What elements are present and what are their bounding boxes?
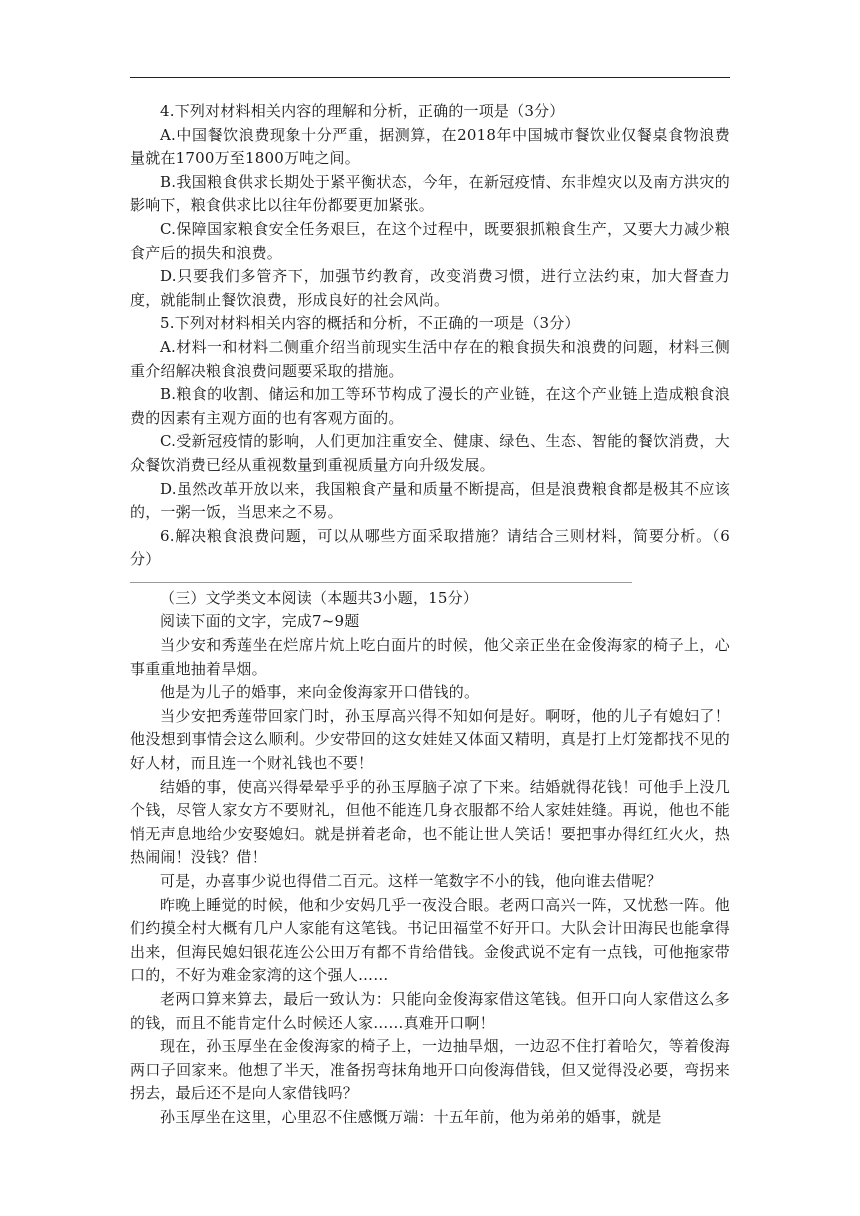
passage-paragraph: 可是，办喜事少说也得借二百元。这样一笔数字不小的钱，他向谁去借呢？ xyxy=(160,872,662,890)
answer-option: D.虽然改革开放以来，我国粮食产量和质量不断提高，但是浪费粮食都是极其不应该的，一粥一饭，当思来之不易。 xyxy=(130,479,730,522)
passage-paragraph: 他是为儿子的婚事，来向金俊海家开口借钱的。 xyxy=(160,683,480,702)
passage-paragraph: 孙玉厚坐在这里，心里忍不住感慨万端：十五年前，他为弟弟的婚事，就是 xyxy=(160,1107,662,1126)
section-instruction: 阅读下面的文字，完成7~9题 xyxy=(160,612,360,631)
answer-option: C.保障国家粮食安全任务艰巨，在这个过程中，既要狠抓粮食生产，又要大力减少粮食产后的损失和浪费。 xyxy=(130,219,730,262)
passage-paragraph: 现在，孙玉厚坐在金俊海家的椅子上，一边抽旱烟，一边忍不住打着哈欠，等着俊海两口子回家来。他想了半天，准备拐弯抹角地开口向俊海借钱，但又觉得没必要，弯拐来拐去，最后还不是向人家借钱吗？ xyxy=(130,1037,730,1103)
question-4 xyxy=(130,100,730,312)
answer-option: C.受新冠疫情的影响，人们更加注重安全、健康、绿色、生态、智能的餐饮消费，大众餐饮消费已经从重视数量到重视质量方向升级发展。 xyxy=(130,432,730,474)
question-6 xyxy=(130,525,730,572)
section-divider xyxy=(130,582,632,583)
question-prompt: 4.下列对材料相关内容的理解和分析，正确的一项是（3分） xyxy=(160,102,565,120)
answer-option: D.只要我们多管齐下，加强节约教育，改变消费习惯，进行立法约束，加大督查力度，就能制止餐饮浪费，形成良好的社会风尚。 xyxy=(130,267,730,309)
passage-paragraph: 昨晚上睡觉的时候，他和少安妈几乎一夜没合眼。老两口高兴一阵，又忧愁一阵。他们约摸全村大概有几户人家能有这笔钱。书记田福堂不好开口。大队会计田海民也能拿得出来，但海民媳妇银花连公公田万有都不肯给借钱。金俊武说不定有一点钱，可他拖家带口的，不好为难金家湾的这个强人…… xyxy=(130,895,730,985)
passage-paragraph: 老两口算来算去，最后一致认为：只能向金俊海家借这笔钱。但开口向人家借这么多的钱，而且不能肯定什么时候还人家……真难开口啊！ xyxy=(130,989,730,1032)
literary-reading-section xyxy=(130,587,730,1130)
document-body xyxy=(130,100,730,1130)
passage-paragraph: 结婚的事，使高兴得晕晕乎乎的孙玉厚脑子凉了下来。结婚就得花钱！可他手上没几个钱，尽管人家女方不要财礼，但他不能连几身衣服都不给人家娃娃缝。再说，他也不能悄无声息地给少安娶媳妇。就是拼着老命，也不能让世人笑话！要把事办得红红火火，热热闹闹！没钱？借！ xyxy=(130,777,730,867)
answer-option: B.我国粮食供求长期处于紧平衡状态，今年，在新冠疫情、东非煌灾以及南方洪灾的影响下，粮食供求比以往年份都要更加紧张。 xyxy=(130,172,730,215)
header-rule xyxy=(130,77,730,78)
answer-option: B.粮食的收割、储运和加工等环节构成了漫长的产业链，在这个产业链上造成粮食浪费的因素有主观方面的也有客观方面的。 xyxy=(130,385,730,427)
passage-paragraph: 当少安把秀莲带回家门时，孙玉厚高兴得不知如何是好。啊呀，他的儿子有媳妇了！他没想到事情会这么顺利。少安带回的这女娃娃又体面又精明，真是打上灯笼都找不见的好人材，而且连一个财礼钱也不要！ xyxy=(130,706,730,773)
section-heading: （三）文学类文本阅读（本题共3小题，15分） xyxy=(160,588,479,607)
answer-option: A.中国餐饮浪费现象十分严重，据测算，在2018年中国城市餐饮业仅餐桌食物浪费量就在1700万至1800万吨之间。 xyxy=(130,125,730,168)
question-prompt: 6.解决粮食浪费问题，可以从哪些方面采取措施？请结合三则材料，简要分析。（6分） xyxy=(130,526,730,569)
question-5 xyxy=(130,312,730,524)
passage-paragraph: 当少安和秀莲坐在烂席片炕上吃白面片的时候，他父亲正坐在金俊海家的椅子上，心事重重地抽着旱烟。 xyxy=(130,636,730,678)
answer-option: A.材料一和材料二侧重介绍当前现实生活中存在的粮食损失和浪费的问题，材料三侧重介绍解决粮食浪费问题要采取的措施。 xyxy=(130,337,730,380)
question-prompt: 5.下列对材料相关内容的概括和分析，不正确的一项是（3分） xyxy=(160,314,580,333)
